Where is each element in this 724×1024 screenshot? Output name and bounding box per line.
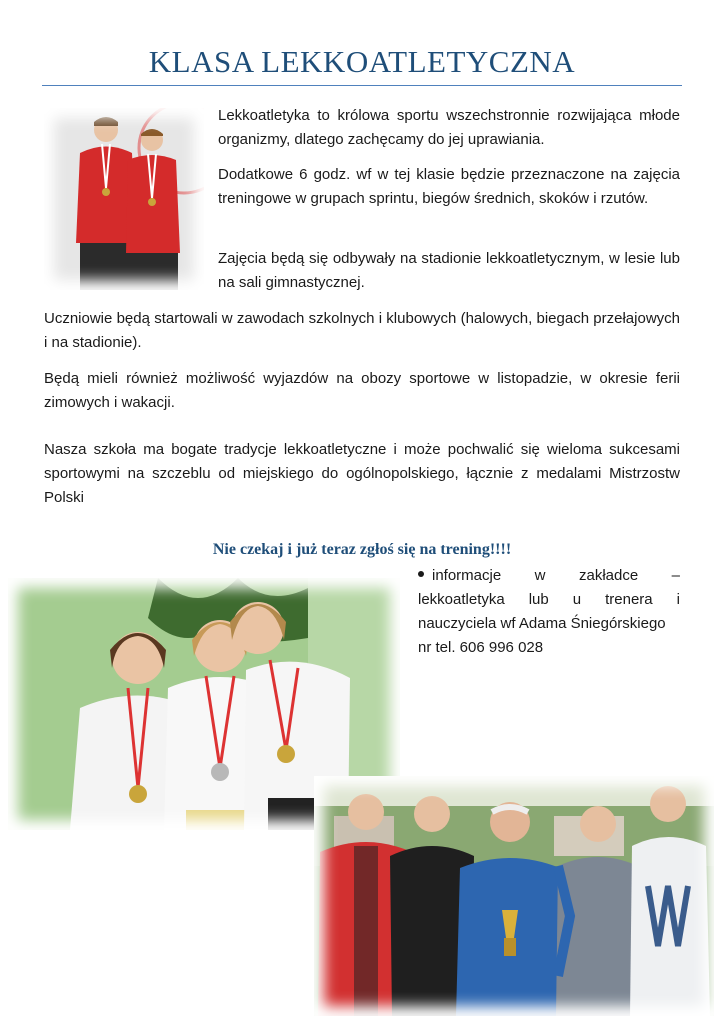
intro-paragraph: Lekkoatletyka to królowa sportu wszechstronnie rozwijająca młode organizmy, dlatego zachęcamy do jej uprawiania. (218, 107, 680, 148)
photo-two-boys (44, 108, 204, 290)
photo-group-illustration (314, 776, 714, 1016)
photo-two-boys-illustration (44, 108, 204, 290)
camps-paragraph: Będą mieli również możliwość wyjazdów na obozy sportowe w listopadzie, w okresie ferii zimowych i wakacji. (44, 370, 680, 411)
page-title: KLASA LEKKOATLETYCZNA (148, 44, 576, 79)
info-bullet-text: informacje w zakładce – lekkoatletyka lub u trenera i nauczyciela wf Adama Śniegórskiego (418, 567, 680, 632)
training-hours-paragraph: Dodatkowe 6 godz. wf w tej klasie będzie przeznaczone na zajęcia treningowe w grupach sprintu, biegów średnich, skoków i rzutów. (218, 166, 680, 207)
info-block (418, 564, 680, 660)
contact-phone: nr tel. 606 996 028 (418, 639, 544, 656)
title-underline (42, 85, 682, 86)
training-locations-paragraph: Zajęcia będą się odbywały na stadionie lekkoatletycznym, w lesie lub na sali gimnastycznej. (218, 250, 680, 291)
bullet-dot (418, 571, 424, 577)
photo-group-with-coach (314, 776, 714, 1016)
tradition-paragraph: Nasza szkoła ma bogate tradycje lekkoatletyczne i może pochwalić się wieloma sukcesami sportowymi na szczeblu od miejskiego do ogólnopolskiego, łącznie z medalami Mistrzostw Polski (44, 441, 680, 506)
slogan-heading: Nie czekaj i już teraz zgłoś się na trening!!!! (212, 541, 512, 558)
competitions-paragraph: Uczniowie będą startowali w zawodach szkolnych i klubowych (halowych, biegach przełajowych i na stadionie). (44, 310, 680, 351)
